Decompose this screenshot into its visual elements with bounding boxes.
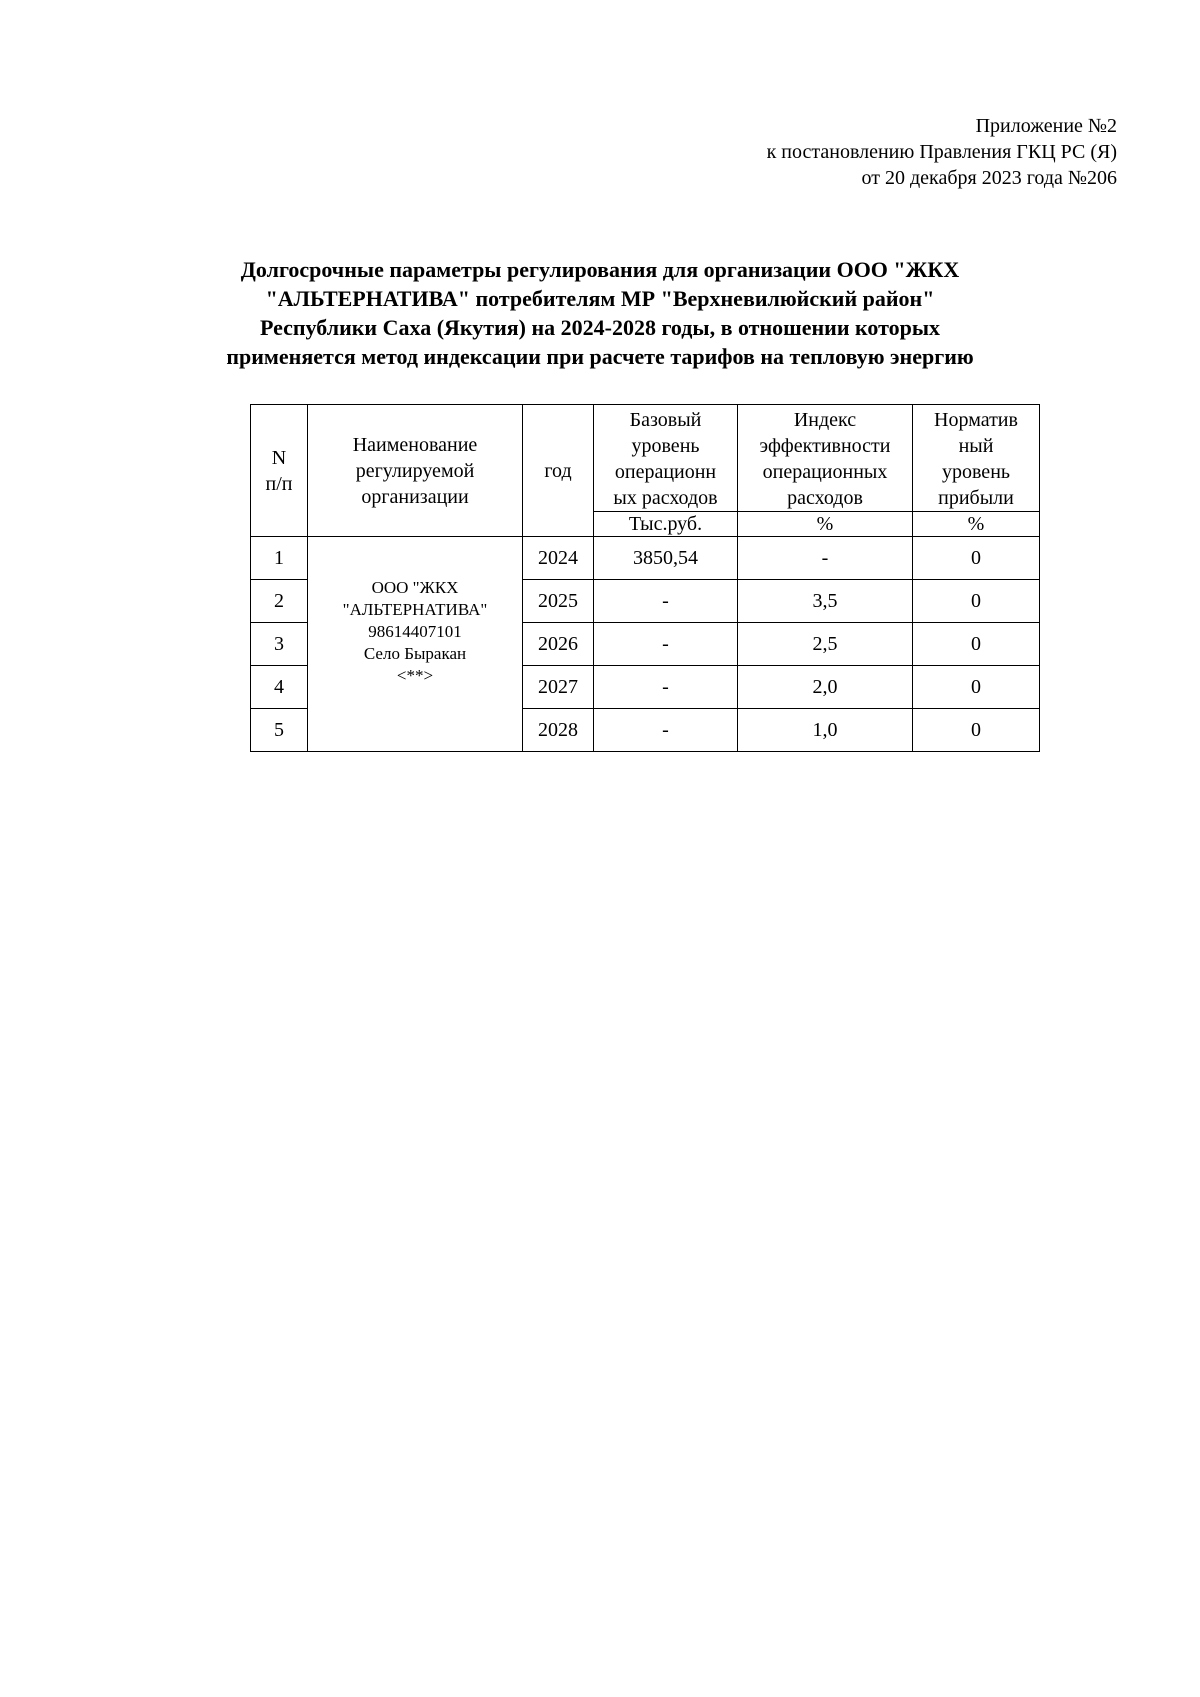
title-line: применяется метод индексации при расчете тарифов на тепловую энергию	[226, 344, 974, 369]
cell-year: 2024	[523, 537, 594, 580]
cell-num: 4	[251, 666, 308, 709]
appendix-line: от 20 декабря 2023 года №206	[861, 167, 1117, 189]
header-text: ный	[958, 435, 994, 457]
appendix-line: Приложение №2	[975, 115, 1117, 137]
cell-index: 1,0	[738, 709, 913, 752]
organization-line: "АЛЬТЕРНАТИВА"	[342, 600, 488, 619]
header-efficiency-index	[738, 405, 913, 512]
cell-year: 2027	[523, 666, 594, 709]
cell-year: 2025	[523, 580, 594, 623]
cell-index: -	[738, 537, 913, 580]
header-text: Индекс	[793, 409, 857, 431]
cell-base: -	[594, 580, 738, 623]
header-organization	[308, 405, 523, 537]
header-row	[251, 405, 1040, 512]
cell-index: 3,5	[738, 580, 913, 623]
organization-line: Село Быракан	[363, 644, 467, 663]
header-text: Норматив	[934, 409, 1018, 431]
cell-base: -	[594, 666, 738, 709]
cell-profit: 0	[913, 537, 1040, 580]
table-row	[251, 537, 1040, 580]
cell-base: 3850,54	[594, 537, 738, 580]
cell-profit: 0	[913, 623, 1040, 666]
unit-profit: %	[913, 512, 1040, 537]
header-text: Наименование	[352, 433, 478, 456]
appendix-note	[767, 113, 1117, 191]
cell-profit: 0	[913, 580, 1040, 623]
cell-profit: 0	[913, 666, 1040, 709]
appendix-line: к постановлению Правления ГКЦ РС (Я)	[766, 141, 1117, 163]
unit-index: %	[738, 512, 913, 537]
header-text: операционных	[762, 461, 888, 483]
title-line: Долгосрочные параметры регулирования для организации ООО "ЖКХ	[240, 257, 960, 282]
document-title	[150, 255, 1050, 371]
cell-base: -	[594, 623, 738, 666]
cell-num: 5	[251, 709, 308, 752]
organization-cell	[308, 537, 523, 752]
cell-index: 2,5	[738, 623, 913, 666]
organization-line: ООО "ЖКХ	[371, 578, 459, 597]
header-num	[251, 405, 308, 537]
cell-year: 2028	[523, 709, 594, 752]
cell-index: 2,0	[738, 666, 913, 709]
header-text: прибыли	[938, 487, 1014, 509]
header-text: организации	[361, 485, 469, 508]
header-base-level	[594, 405, 738, 512]
header-text: N	[271, 446, 287, 469]
header-profit-level	[913, 405, 1040, 512]
cell-num: 3	[251, 623, 308, 666]
header-text: расходов	[787, 487, 863, 509]
organization-line: <**>	[396, 666, 434, 685]
header-text: ых расходов	[613, 487, 718, 509]
title-line: "АЛЬТЕРНАТИВА" потребителям МР "Верхневилюйский район"	[265, 286, 935, 311]
organization-line: 98614407101	[368, 622, 462, 641]
title-line: Республики Саха (Якутия) на 2024-2028 годы, в отношении которых	[259, 315, 941, 340]
cell-num: 2	[251, 580, 308, 623]
header-text: операционн	[614, 461, 717, 483]
header-text: эффективности	[759, 435, 891, 457]
unit-base: Тыс.руб.	[594, 512, 738, 537]
header-text: Базовый	[629, 409, 702, 431]
cell-profit: 0	[913, 709, 1040, 752]
header-text: уровень	[941, 461, 1011, 483]
parameters-table	[250, 404, 1040, 752]
cell-year: 2026	[523, 623, 594, 666]
header-text: регулируемой	[355, 459, 475, 482]
header-text: уровень	[631, 435, 700, 457]
header-year: год	[523, 405, 594, 537]
cell-base: -	[594, 709, 738, 752]
cell-num: 1	[251, 537, 308, 580]
header-text: п/п	[265, 472, 293, 495]
